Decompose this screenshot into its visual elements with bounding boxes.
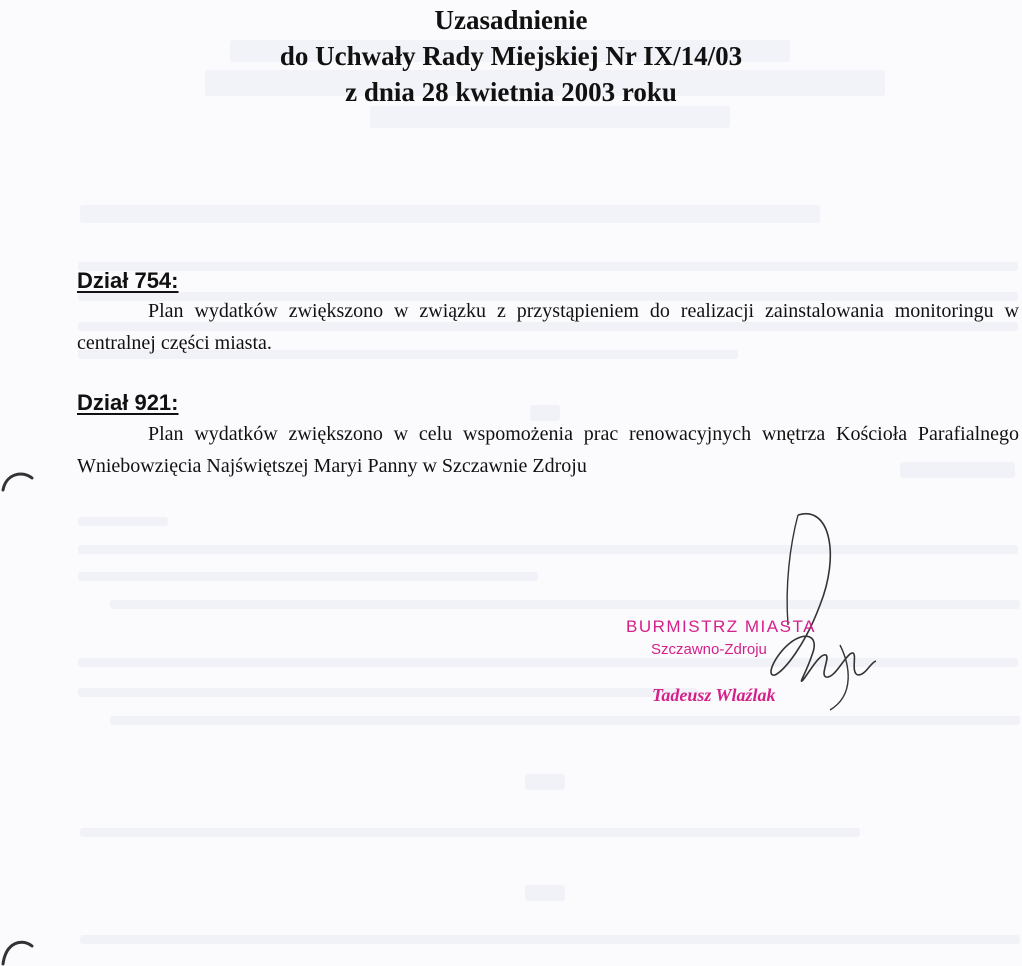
stamp-name: Tadeusz Wlaźlak	[652, 685, 776, 705]
bleed-through-mark	[110, 716, 1020, 725]
bleed-through-mark	[78, 517, 168, 526]
bleed-through-mark	[80, 935, 1020, 944]
bleed-through-mark	[525, 885, 565, 901]
section-heading-754: Dział 754:	[77, 268, 179, 293]
document-title	[0, 2, 1022, 110]
stamp-title: BURMISTRZ MIASTA	[626, 617, 816, 636]
bleed-through-mark	[78, 688, 698, 697]
bleed-through-mark	[525, 774, 565, 790]
title-line-1: Uzasadnienie	[434, 5, 588, 35]
punch-hole-icon	[0, 934, 34, 966]
bleed-through-mark	[80, 205, 820, 223]
bleed-through-mark	[78, 262, 1018, 271]
stamp-city: Szczawno-Zdroju	[651, 641, 767, 658]
bleed-through-mark	[78, 572, 538, 581]
bleed-through-mark	[110, 600, 1020, 609]
title-line-3: z dnia 28 kwietnia 2003 roku	[345, 77, 677, 107]
title-line-2: do Uchwały Rady Miejskiej Nr IX/14/03	[279, 41, 743, 71]
bleed-through-mark	[80, 828, 860, 837]
section-text-754: Plan wydatków zwiększono w związku z przystąpieniem do realizacji zainstalowania monitoringu w centralnej części miasta.	[77, 300, 1019, 354]
section-text-921: Plan wydatków zwiększono w celu wspomożenia prac renowacyjnych wnętrza Kościoła Parafialnego Wniebowzięcia Najświętszej Maryi Panny w Szczawnie Zdroju	[77, 423, 1019, 477]
section-heading-921: Dział 921:	[77, 390, 179, 415]
punch-hole-icon	[0, 466, 34, 500]
